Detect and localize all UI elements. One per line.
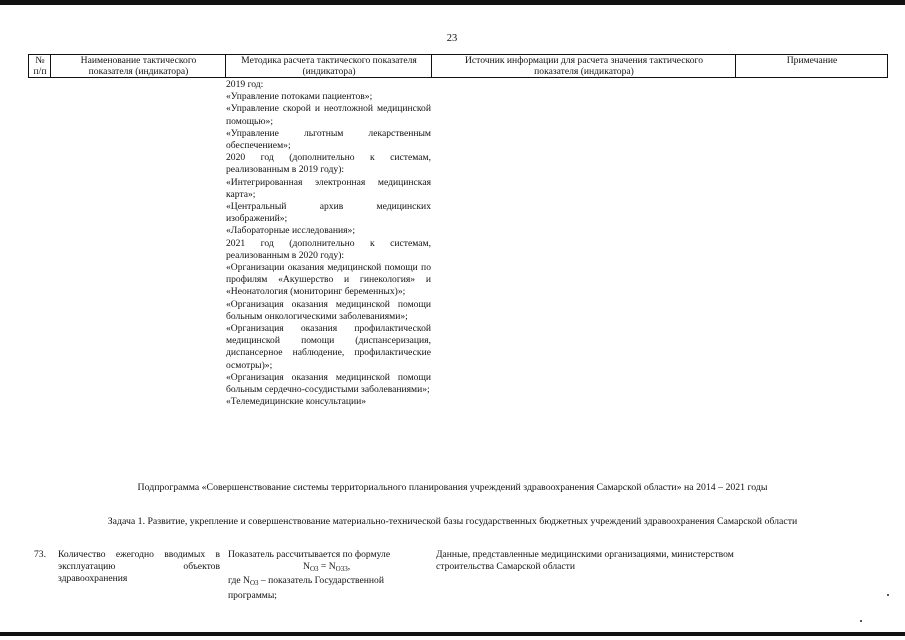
- top-border: [0, 0, 905, 5]
- method-line: «Организация оказания профилактической медицинской помощи (диспансеризация, диспансерное наблюдение, профилактические осмотры)»;: [226, 323, 431, 371]
- where-text: – показатель Государственной программы;: [228, 575, 384, 601]
- method-line: «Организации оказания медицинской помощи по профилям «Акушерство и гинекология» и «Неонатология (мониторинг беременных)»;: [226, 262, 431, 298]
- method-continuation: [226, 79, 431, 408]
- formula-lhs-sub: O3: [309, 565, 319, 574]
- formula: [228, 561, 430, 575]
- header-col-num: № п/п: [33, 55, 47, 77]
- method-line: «Лабораторные исследования»;: [226, 225, 355, 237]
- formula-lhs: N: [303, 561, 310, 573]
- method-line: «Управление льготным лекарственным обеспечением»;: [226, 127, 431, 152]
- method-line: «Телемедицинские консультации»: [226, 396, 367, 408]
- method-line: «Управление потоками пациентов»;: [226, 91, 373, 103]
- method-line: «Управление скорой и неотложной медицинской помощью»;: [226, 103, 431, 127]
- header-col-method: Методика расчета тактического показателя (индикатора): [241, 55, 417, 77]
- method-line: «Интегрированная электронная медицинская карта»;: [226, 176, 431, 200]
- subprogram-title: Подпрограмма «Совершенствование системы территориального планирования учреждений здравоохранения Самарской области» на 2014 – 2021 годы: [137, 482, 768, 493]
- table-header: [28, 54, 888, 78]
- formula-rhs-sub: O33: [335, 565, 348, 574]
- formula-tail: ,: [347, 561, 351, 573]
- task-title: Задача 1. Развитие, укрепление и совершенствование материально-технической базы государственных бюджетных учреждений здравоохранения Самарской области: [107, 516, 798, 527]
- formula-rhs: N: [328, 561, 336, 573]
- where-clause: [228, 575, 430, 601]
- indicator-source: Данные, представленные медицинскими организациями, министерством строительства Самарской области: [436, 549, 734, 573]
- indicator-method: [228, 549, 430, 602]
- scan-speck: [887, 594, 889, 596]
- where-prefix: где N: [228, 575, 250, 587]
- row-number: 73.: [34, 549, 46, 560]
- method-line: 2020 год (дополнительно к системам, реализованным в 2019 году):: [226, 152, 431, 176]
- where-sub: O3: [249, 579, 259, 588]
- method-line: «Организация оказания медицинской помощи больным онкологическими заболеваниями»;: [226, 298, 431, 322]
- header-col-source: Источник информации для расчета значения тактического показателя (индикатора): [464, 55, 704, 77]
- page-number: 23: [446, 33, 458, 44]
- method-intro: Показатель рассчитывается по формуле: [228, 549, 391, 560]
- method-line: 2021 год (дополнительно к системам, реализованным в 2020 году):: [226, 237, 431, 261]
- scan-speck: [860, 620, 862, 622]
- indicator-name: Количество ежегодно вводимых в эксплуатацию объектов здравоохранения: [58, 549, 220, 585]
- method-line: «Организация оказания медицинской помощи больным сердечно-сосудистыми заболеваниями»;: [226, 371, 431, 396]
- method-line: «Центральный архив медицинских изображений»;: [226, 201, 431, 225]
- header-col-note: Примечание: [786, 55, 838, 66]
- method-line: 2019 год:: [226, 79, 264, 90]
- formula-eq: =: [318, 561, 329, 573]
- header-col-name: Наименование тактического показателя (индикатора): [80, 55, 197, 77]
- bottom-border: [0, 632, 905, 636]
